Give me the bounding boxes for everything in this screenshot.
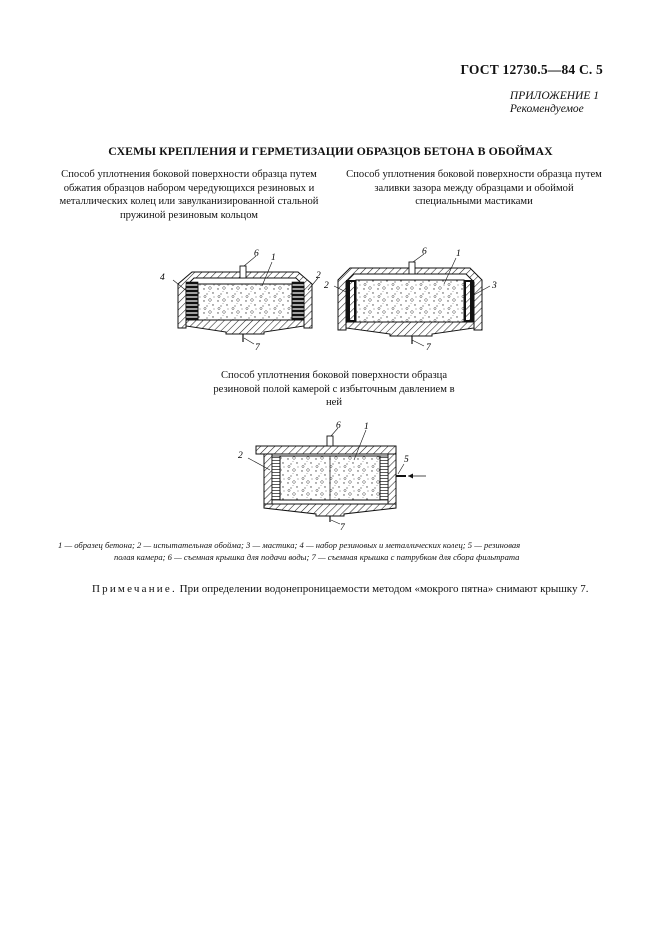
legend-line-1: 1 — образец бетона; 2 — испытательная обойма; 3 — мастика; 4 — набор резиновых и металлических колец; 5 — резиновая [58,540,521,550]
label-middle-1: 1 [364,422,369,432]
caption-right: Способ уплотнения боковой поверхности образца путем заливки зазора между образцами и обоймой специальными мастиками [346,169,602,207]
label-right-3: 3 [492,281,497,291]
figure-legend [58,539,608,563]
note-label: Примечание. [92,583,177,595]
label-right-2: 2 [324,281,329,291]
label-middle-2: 2 [238,451,243,461]
caption-middle: Способ уплотнения боковой поверхности образца резиновой полой камерой с избыточным давлением в ней [213,370,455,408]
figure-middle-schematic [230,420,430,533]
label-right-6: 6 [422,247,427,257]
appendix-status: Рекомендуемое [509,103,584,115]
label-left-6: 6 [254,249,259,259]
label-middle-7: 7 [340,523,345,533]
standard-header: ГОСТ 12730.5—84 С. 5 [460,62,603,77]
label-middle-6: 6 [336,421,341,431]
label-left-4: 4 [160,273,165,283]
main-title: СХЕМЫ КРЕПЛЕНИЯ И ГЕРМЕТИЗАЦИИ ОБРАЗЦОВ БЕТОНА В ОБОЙМАХ [108,144,553,158]
figure-left-schematic [160,249,330,353]
caption-left: Способ уплотнения боковой поверхности образца путем обжатия образцов набором чередующихся резиновых и металлических колец или завулканизированной стальной пружиной резиновым кольцом [59,169,319,221]
appendix-block [510,90,599,116]
note-text: При определении водонепроницаемости методом «мокрого пятна» снимают крышку 7. [176,583,589,595]
label-left-2: 2 [316,271,321,281]
label-right-7: 7 [426,343,431,353]
label-middle-5: 5 [404,455,409,465]
label-right-1: 1 [456,249,461,259]
label-left-1: 1 [271,253,276,263]
note-paragraph [92,583,612,595]
legend-line-2: полая камера; 6 — съемная крышка для подачи воды; 7 — съемная крышка с патрубком для сбора фильтрата [114,552,520,562]
appendix-title: ПРИЛОЖЕНИЕ 1 [509,90,599,102]
figure-right-schematic [320,247,505,353]
label-left-7: 7 [255,343,260,353]
